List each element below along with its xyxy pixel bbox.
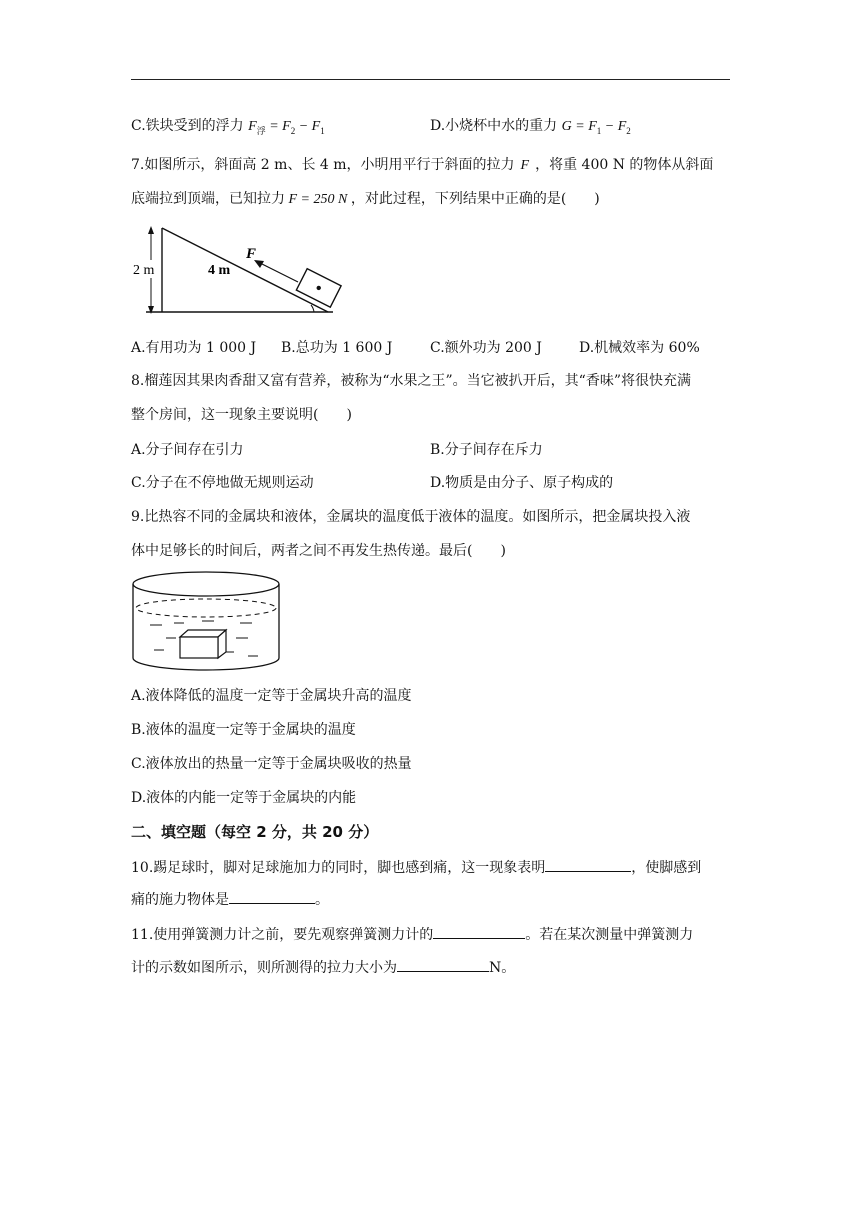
q8-option-d: D.物质是由分子、原子构成的 — [430, 475, 614, 491]
q8-option-c: C.分子在不停地做无规则运动 — [131, 475, 314, 491]
q11-blank-1[interactable] — [433, 924, 525, 939]
header-rule — [131, 79, 730, 80]
q7-force-label: F — [246, 246, 257, 262]
q6-option-c-formula: $F_浮 = F_2 - F_1$ — [248, 119, 325, 136]
q11-stem-line1: 11.使用弹簧测力计之前，要先观察弹簧测力计的 。若在某次测量中弹簧测力 — [131, 924, 693, 945]
q9-option-a: A.液体降低的温度一定等于金属块升高的温度 — [131, 688, 412, 704]
q10-stem-line1: 10.踢足球时，脚对足球施加力的同时，脚也感到痛，这一现象表明 ，使脚感到 — [131, 857, 701, 878]
q7-option-d: D.机械效率为 60% — [579, 340, 700, 356]
q7-length-label: 4 m — [208, 263, 231, 278]
q6-option-c: C.铁块受到的浮力 $F_浮 = F_2 - F_1$ — [131, 118, 325, 136]
q9-option-b: B.液体的温度一定等于金属块的温度 — [131, 722, 356, 738]
q8-stem-line2: 整个房间，这一现象主要说明( ) — [131, 407, 352, 423]
q7-option-c: C.额外功为 200 J — [430, 340, 542, 356]
q10-blank-1[interactable] — [545, 857, 631, 872]
q7-stem-line1: 7.如图所示，斜面高 2 m、长 4 m，小明用平行于斜面的拉力 F ，将重 400 N 的物体从斜面 — [131, 157, 714, 173]
q9-stem-line2: 体中足够长的时间后，两者之间不再发生热传递。最后( ) — [131, 543, 506, 559]
q10-blank-2[interactable] — [229, 889, 315, 904]
q7-incline-figure — [128, 222, 350, 318]
q8-stem-line1: 8.榴莲因其果肉香甜又富有营养，被称为“水果之王”。当它被扒开后，其“香味”将很快充满 — [131, 373, 691, 389]
q9-stem-line1: 9.比热容不同的金属块和液体，金属块的温度低于液体的温度。如图所示，把金属块投入液 — [131, 509, 691, 525]
q11-blank-2[interactable] — [397, 957, 489, 972]
q7-force-formula: F = 250 N — [285, 192, 351, 207]
q7-option-b: B.总功为 1 600 J — [281, 340, 393, 356]
q9-container-figure — [128, 568, 284, 676]
q7-height-label: 2 m — [133, 263, 155, 278]
q6-option-d: D.小烧杯中水的重力 $G = F_1 - F_2$ — [430, 118, 631, 136]
q9-option-d: D.液体的内能一定等于金属块的内能 — [131, 790, 357, 806]
q6-option-d-formula: $G = F_1 - F_2$ — [561, 119, 631, 136]
q11-stem-line2: 计的示数如图所示，则所测得的拉力大小为 N。 — [131, 957, 515, 978]
q8-option-a: A.分子间存在引力 — [131, 442, 244, 458]
section-title-fill-blank: 二、填空题（每空 2 分，共 20 分） — [131, 823, 379, 841]
q7-stem-line2: 底端拉到顶端，已知拉力 F = 250 N ，对此过程，下列结果中正确的是( ) — [131, 191, 600, 207]
q9-option-c: C.液体放出的热量一定等于金属块吸收的热量 — [131, 756, 412, 772]
q10-stem-line2: 痛的施力物体是 。 — [131, 889, 329, 910]
q7-option-a: A.有用功为 1 000 J — [131, 340, 257, 356]
q8-option-b: B.分子间存在斥力 — [430, 442, 543, 458]
